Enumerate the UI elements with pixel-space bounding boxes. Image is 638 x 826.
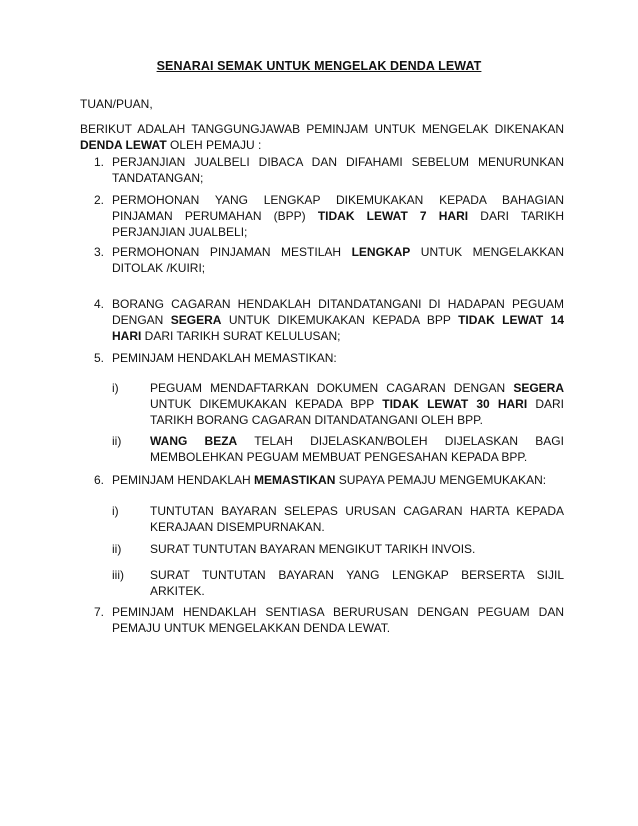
sub-item-text-part: SURAT TUNTUTAN BAYARAN MENGIKUT TARIKH INVOIS. — [150, 542, 476, 556]
sub-item-text-bold: WANG BEZA — [150, 434, 238, 448]
item-text-bold: TIDAK LEWAT 14 HARI — [112, 313, 564, 343]
item-number: 6. — [94, 473, 105, 487]
sub-item-text-part: DARI TARIKH BORANG CAGARAN DITANDATANGANI OLEH BPP. — [150, 397, 564, 427]
item-text-part: PERJANJIAN JUALBELI DIBACA DAN DIFAHAMI SEBELUM MENURUNKAN TANDATANGAN; — [112, 155, 564, 185]
intro-text: BERIKUT ADALAH TANGGUNGJAWAB PEMINJAM UNTUK MENGELAK DIKENAKAN — [80, 122, 564, 136]
item-text-bold: LENGKAP — [351, 245, 411, 259]
sub-item-text-part: TUNTUTAN BAYARAN SELEPAS URUSAN CAGARAN HARTA KEPADA KERAJAAN DISEMPURNAKAN. — [150, 504, 564, 534]
intro-bold: DENDA LEWAT — [80, 138, 167, 152]
item-number: 7. — [94, 605, 105, 619]
item-text — [112, 350, 564, 366]
item-number: 1. — [94, 155, 105, 169]
item-text-part: PEMINJAM HENDAKLAH — [112, 473, 255, 487]
item-text-part: BORANG CAGARAN HENDAKLAH DITANDATANGANI DI HADAPAN PEGUAM DENGAN — [112, 297, 564, 327]
sub-item-text-part: SURAT TUNTUTAN BAYARAN YANG LENGKAP BERSERTA SIJIL ARKITEK. — [150, 568, 564, 598]
list-item — [94, 472, 564, 488]
item-text-part: PERMOHONAN YANG LENGKAP DIKEMUKAKAN KEPADA BAHAGIAN PINJAMAN PERUMAHAN (BPP) — [112, 193, 564, 223]
item-text-bold: TIDAK LEWAT 7 HARI — [317, 209, 469, 223]
sub-item-text — [150, 567, 564, 599]
sub-item-number: ii) — [112, 542, 122, 556]
sub-item-text-bold: TIDAK LEWAT 30 HARI — [382, 397, 528, 411]
sub-item-number: iii) — [112, 568, 124, 582]
sub-item-number: i) — [112, 381, 119, 395]
sub-item-text — [150, 503, 564, 535]
sub-item-text-bold: SEGERA — [513, 381, 564, 395]
sub-list-item — [112, 567, 564, 599]
item-number: 5. — [94, 351, 105, 365]
sub-item-text — [150, 433, 564, 465]
sub-list-item — [112, 380, 564, 428]
item-text-part: PEMINJAM HENDAKLAH MEMASTIKAN: — [112, 351, 337, 365]
list-item — [94, 192, 564, 240]
list-item — [94, 604, 564, 636]
sub-item-number: ii) — [112, 434, 122, 448]
intro-paragraph — [80, 121, 564, 153]
item-text — [112, 192, 564, 240]
item-text-part: SUPAYA PEMAJU MENGEMUKAKAN: — [335, 473, 547, 487]
document-title: SENARAI SEMAK UNTUK MENGELAK DENDA LEWAT — [156, 59, 482, 73]
item-number: 3. — [94, 245, 105, 259]
sub-item-text — [150, 380, 564, 428]
item-text-bold: SEGERA — [170, 313, 222, 327]
item-text — [112, 604, 564, 636]
item-text-part: UNTUK DIKEMUKAKAN KEPADA BPP — [221, 313, 459, 327]
list-item — [94, 244, 564, 276]
intro-text-end: OLEH PEMAJU : — [166, 138, 262, 152]
item-text-bold: MEMASTIKAN — [254, 473, 336, 487]
sub-item-number: i) — [112, 504, 119, 518]
sub-list-item — [112, 541, 564, 557]
item-text-part: DARI TARIKH SURAT KELULUSAN; — [141, 329, 341, 343]
item-text — [112, 154, 564, 186]
item-text — [112, 244, 564, 276]
item-number: 2. — [94, 193, 105, 207]
item-text-part: PERMOHONAN PINJAMAN MESTILAH — [112, 245, 352, 259]
item-text — [112, 296, 564, 344]
item-text-part: PEMINJAM HENDAKLAH SENTIASA BERURUSAN DENGAN PEGUAM DAN PEMAJU UNTUK MENGELAKKAN DENDA LEWAT. — [112, 605, 564, 635]
item-text-part: UNTUK MENGELAKKAN DITOLAK /KUIRI; — [112, 245, 564, 275]
sub-list-item — [112, 503, 564, 535]
item-number: 4. — [94, 297, 105, 311]
item-text-part: DARI TARIKH PERJANJIAN JUALBELI; — [112, 209, 564, 239]
sub-item-text-part: TELAH DIJELASKAN/BOLEH DIJELASKAN BAGI MEMBOLEHKAN PEGUAM MEMBUAT PENGESAHAN KEPADA BPP. — [150, 434, 564, 464]
sub-item-text-part: UNTUK DIKEMUKAKAN KEPADA BPP — [150, 397, 383, 411]
sub-list-item — [112, 433, 564, 465]
salutation: TUAN/PUAN, — [80, 97, 153, 111]
list-item — [94, 350, 564, 366]
list-item — [94, 296, 564, 344]
list-item — [94, 154, 564, 186]
sub-item-text — [150, 541, 564, 557]
sub-item-text-part: PEGUAM MENDAFTARKAN DOKUMEN CAGARAN DENGAN — [150, 381, 514, 395]
item-text — [112, 472, 564, 488]
